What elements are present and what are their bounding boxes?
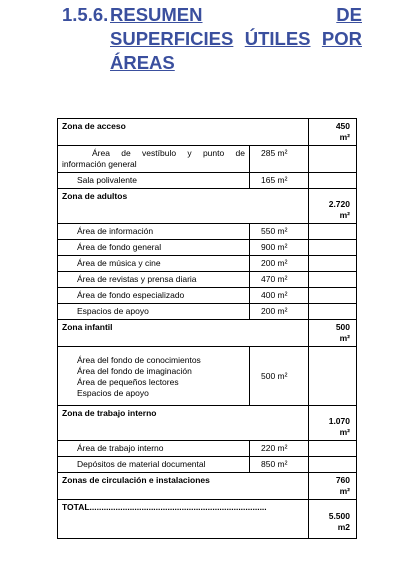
item-name: Área de fondo especializado	[58, 288, 250, 304]
section-name: Zona de trabajo interno	[58, 406, 309, 441]
table-row-section	[58, 189, 357, 224]
section-total: 450 m²	[309, 119, 357, 146]
item-name: Área de música y cine	[58, 256, 250, 272]
table-row	[58, 304, 357, 320]
section-total: 760 m²	[309, 473, 357, 500]
item-area: 285 m²	[250, 146, 309, 173]
section-name: Zona infantil	[58, 320, 309, 347]
table-row	[58, 240, 357, 256]
heading-word: RESUMEN	[110, 4, 203, 25]
empty-cell	[309, 288, 357, 304]
table-row	[58, 224, 357, 240]
total-label: TOTAL...........................................................................	[58, 500, 309, 539]
table-row	[58, 288, 357, 304]
item-name: Área de pequeños lectores	[77, 377, 179, 387]
empty-cell	[309, 146, 357, 173]
item-name: Depósitos de material documental	[58, 457, 250, 473]
item-name: Espacios de apoyo	[58, 304, 250, 320]
item-area: 165 m²	[250, 173, 309, 189]
table-row-section	[58, 473, 357, 500]
heading-line-1	[110, 4, 362, 25]
empty-cell	[309, 272, 357, 288]
heading-word: POR	[321, 28, 362, 49]
item-name: Área de trabajo interno	[58, 441, 250, 457]
table-row-section	[58, 406, 357, 441]
table-row	[58, 173, 357, 189]
heading-line-2	[110, 28, 362, 49]
item-area: 220 m²	[250, 441, 309, 457]
empty-cell	[309, 224, 357, 240]
section-name: Zona de adultos	[58, 189, 309, 224]
item-area: 900 m²	[250, 240, 309, 256]
item-area: 200 m²	[250, 304, 309, 320]
section-name: Zonas de circulación e instalaciones	[58, 473, 309, 500]
section-total: 500 m²	[309, 320, 357, 347]
section-number: 1.5.6.	[62, 4, 109, 25]
item-area: 500 m²	[250, 347, 309, 406]
item-name: Área de vestíbulo y punto de información general	[58, 146, 250, 173]
item-area: 850 m²	[250, 457, 309, 473]
heading-word: DE	[336, 4, 362, 25]
item-name: Área de fondo general	[58, 240, 250, 256]
item-area: 400 m²	[250, 288, 309, 304]
item-name: Área del fondo de conocimientos	[77, 355, 201, 365]
empty-cell	[309, 347, 357, 406]
table-row-total	[58, 500, 357, 539]
heading-word: ÚTILES	[244, 28, 311, 49]
empty-cell	[309, 173, 357, 189]
table-row	[58, 457, 357, 473]
item-name: Área de información	[58, 224, 250, 240]
heading-word: SUPERFICIES	[110, 28, 234, 49]
section-total: 1.070 m²	[309, 406, 357, 441]
empty-cell	[309, 240, 357, 256]
areas-summary-table	[57, 118, 357, 539]
table-row-section	[58, 320, 357, 347]
table-row	[58, 441, 357, 457]
empty-cell	[309, 256, 357, 272]
item-name: Espacios de apoyo	[77, 388, 149, 398]
section-total: 2.720 m²	[309, 189, 357, 224]
heading-line-3: ÁREAS	[110, 52, 175, 73]
table-row	[58, 272, 357, 288]
item-area: 470 m²	[250, 272, 309, 288]
table-row	[58, 256, 357, 272]
table-row	[58, 347, 357, 406]
table-row-section	[58, 119, 357, 146]
item-name: Área del fondo de imaginación	[77, 366, 192, 376]
item-name-group	[58, 347, 250, 406]
item-area: 550 m²	[250, 224, 309, 240]
item-name: Sala polivalente	[58, 173, 250, 189]
grand-total: 5.500 m2	[309, 500, 357, 539]
empty-cell	[309, 304, 357, 320]
item-area: 200 m²	[250, 256, 309, 272]
section-name: Zona de acceso	[58, 119, 309, 146]
table-row	[58, 146, 357, 173]
item-name: Área de revistas y prensa diaria	[58, 272, 250, 288]
empty-cell	[309, 457, 357, 473]
empty-cell	[309, 441, 357, 457]
